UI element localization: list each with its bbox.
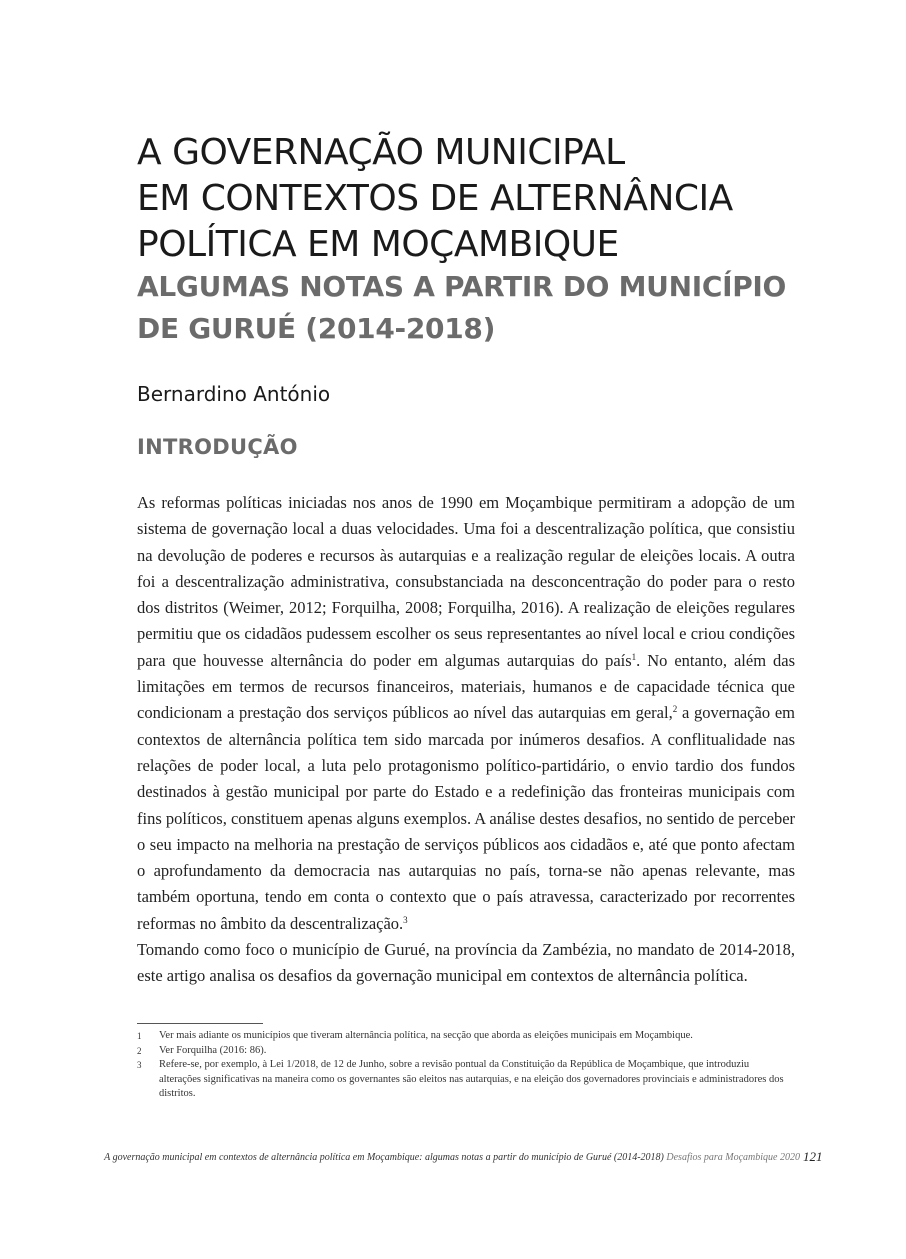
- footnote-number: 1: [137, 1031, 142, 1041]
- text-run: a governação em contextos de alternância política tem sido marcada por inúmeros desafios. A conflitualidade nas relações de poder local, a luta pelo protagonismo político-partidário, o envio tardio dos fundos destinados à gestão municipal por parte do Estado e a redefinição das fronteiras municipais com fins políticos, constituem apenas alguns exemplos. A análise destes desafios, no sentido de perceber o seu impacto na melhoria na prestação de serviços públicos aos cidadãos e, até que ponto afectam o aprofundamento da democracia nas autarquias no país, torna-se não apenas relevante, mas também oportuna, tendo em conta o contexto que o país atravessa, caracterizado por recorrentes reformas no âmbito da descentralização.: [137, 703, 796, 933]
- footnote-text: Ver Forquilha (2016: 86).: [159, 1044, 267, 1056]
- footnote-ref[interactable]: 2: [672, 704, 678, 715]
- footnote-text: Refere-se, por exemplo, à Lei 1/2018, de 12 de Junho, sobre a revisão pontual da Constituição da República de Moçambique, que introduziu alterações significativas na maneira como os governantes são eleitos nas autarquias, e na eleição dos governadores provinciais e administradores dos distritos.: [159, 1059, 784, 1099]
- footnote-ref[interactable]: 1: [631, 651, 637, 662]
- footnotes-list: [137, 1029, 787, 1102]
- title-line: EM CONTEXTOS DE ALTERNÂNCIA: [137, 178, 733, 219]
- footer-article-title: A governação municipal em contextos de alternância política em Moçambique: algumas notas a partir do município de Gurué (2014-2018): [104, 1152, 664, 1163]
- subtitle-line: DE GURUÉ (2014-2018): [137, 312, 496, 345]
- article-subtitle: [137, 266, 837, 350]
- text-run: As reformas políticas iniciadas nos anos de 1990 em Moçambique permitiram a adopção de um sistema de governação local a duas velocidades. Uma foi a descentralização política, que consistiu na devolução de poderes e recursos às autarquias e a realização regular de eleições locais. A outra foi a descentralização administrativa, consubstanciada na desconcentração do poder para o resto dos distritos (Weimer, 2012; Forquilha, 2008; Forquilha, 2016). A realização de eleições regulares permitiu que os cidadãos pudessem escolher os seus representantes ao nível local e criou condições para que houvesse alternância do poder em algumas autarquias do país: [137, 493, 795, 670]
- page-number: 121: [803, 1149, 823, 1164]
- article-title: [137, 130, 837, 268]
- text-run: . No entanto, além das limitações em termos de recursos financeiros, materiais, humanos e de capacidade técnica que condicionam a prestação dos serviços públicos ao nível das autarquias em geral,: [137, 650, 795, 723]
- running-footer: [70, 1151, 800, 1165]
- paragraph: Tomando como foco o município de Gurué, na província da Zambézia, no mandato de 2014-2018, este artigo analisa os desafios da governação municipal em contextos de alternância política.: [137, 940, 795, 986]
- footnote-divider: [137, 1023, 263, 1024]
- section-heading: INTRODUÇÃO: [137, 435, 298, 459]
- body-text: [137, 490, 795, 990]
- footnote-ref[interactable]: 3: [403, 914, 408, 925]
- footnote-item: [137, 1058, 787, 1102]
- footnote-text: Ver mais adiante os municípios que tiveram alternância política, na secção que aborda as eleições municipais em Moçambique.: [159, 1030, 693, 1041]
- author-name: Bernardino António: [137, 382, 331, 406]
- title-line: POLÍTICA EM MOÇAMBIQUE: [137, 224, 619, 265]
- paragraph: [137, 490, 795, 937]
- footer-publication: Desafios para Moçambique 2020: [666, 1152, 800, 1163]
- footnote-item: [137, 1044, 787, 1059]
- footnote-number: 3: [137, 1060, 142, 1070]
- footnote-item: [137, 1029, 787, 1044]
- footnote-number: 2: [137, 1045, 142, 1056]
- title-line: A GOVERNAÇÃO MUNICIPAL: [137, 132, 625, 173]
- subtitle-line: ALGUMAS NOTAS A PARTIR DO MUNICÍPIO: [137, 270, 787, 303]
